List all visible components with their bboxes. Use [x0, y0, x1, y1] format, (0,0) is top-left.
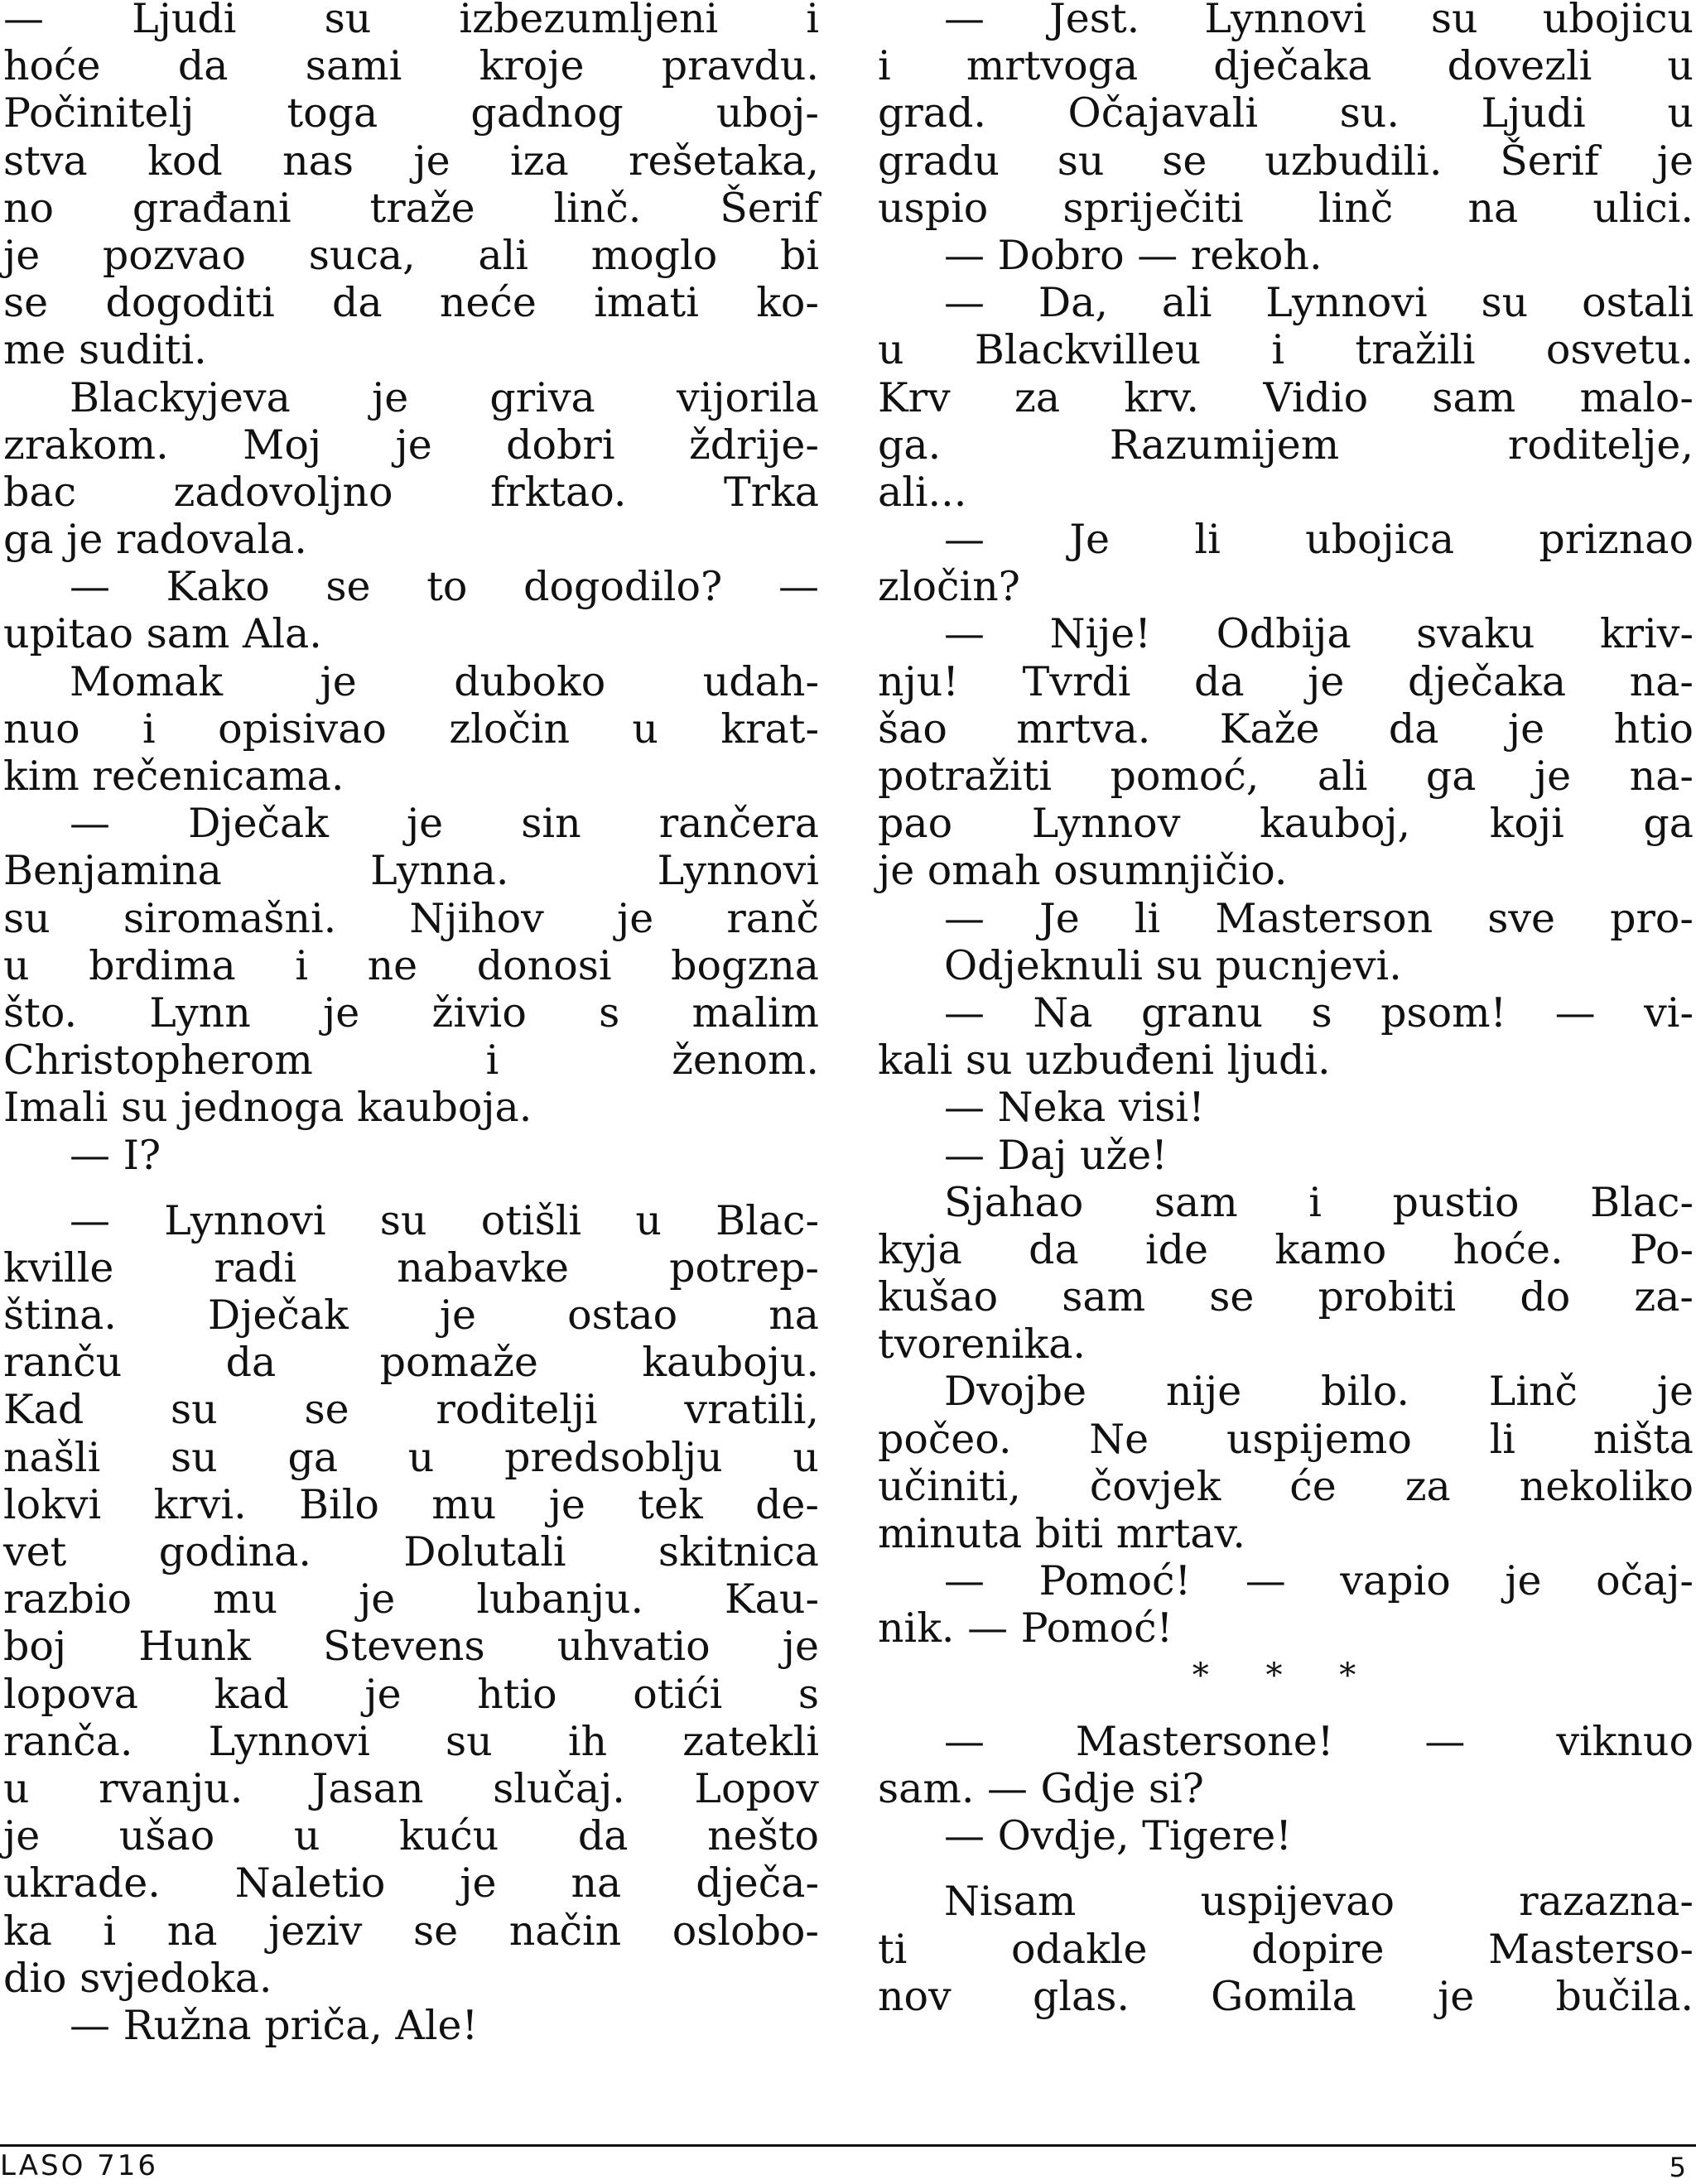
text-line: kali su uzbuđeni ljudi. — [878, 1037, 1331, 1085]
text-line: zrakom. Moj je dobri ždrije- — [3, 421, 819, 469]
text-line: nuo i opisivao zločin u krat- — [3, 705, 819, 753]
text-line: — Jest. Lynnovi su ubojicu — [944, 0, 1694, 42]
text-line: su siromašni. Njihov je ranč — [3, 894, 819, 942]
text-line: tvorenika. — [878, 1321, 1086, 1369]
text-line: sam. — Gdje si? — [878, 1764, 1204, 1812]
text-line: u Blackvilleu i tražili osvetu. — [878, 326, 1694, 374]
text-line: Kad su se roditelji vratili, — [3, 1386, 819, 1434]
text-line: ali... — [878, 468, 967, 516]
text-line: — Dječak je sin rančera — [70, 800, 819, 848]
text-line: počeo. Ne uspijemo li ništa — [878, 1415, 1694, 1463]
text-line: Imali su jednoga kauboja. — [3, 1084, 532, 1132]
text-line: potražiti pomoć, ali ga je na- — [878, 753, 1694, 800]
magazine-issue-label: LASO 716 — [0, 2149, 159, 2182]
text-line: grad. Očajavali su. Ljudi u — [878, 89, 1694, 137]
text-line: ka i na jeziv se način oslobo- — [3, 1907, 819, 1955]
page-number: 5 — [1669, 2152, 1686, 2183]
text-line: — Da, ali Lynnovi su ostali — [944, 279, 1694, 327]
text-line: Odjeknuli su pucnjevi. — [944, 941, 1402, 989]
text-line: pao Lynnov kauboj, koji ga — [878, 800, 1694, 848]
text-line: kyja da ide kamo hoće. Po- — [878, 1225, 1694, 1273]
text-line: učiniti, čovjek će za nekoliko — [878, 1462, 1694, 1510]
text-line: uspio spriječiti linč na ulici. — [878, 184, 1694, 232]
text-line: — I? — [70, 1131, 161, 1179]
paragraph-gap — [878, 1700, 1694, 1718]
text-line: Počinitelj toga gadnog uboj- — [3, 89, 819, 137]
text-line: — Nije! Odbija svaku kriv- — [944, 610, 1694, 658]
text-line: — Je li ubojica priznao — [944, 516, 1694, 564]
text-line: lokvi krvi. Bilo mu je tek de- — [3, 1480, 819, 1528]
text-line: — Mastersone! — viknuo — [944, 1717, 1694, 1765]
text-line: hoće da sami kroje pravdu. — [3, 42, 819, 90]
text-line: Dvojbe nije bilo. Linč je — [944, 1368, 1694, 1416]
text-line: Benjamina Lynna. Lynnovi — [3, 847, 819, 895]
text-line: Sjahao sam i pustio Blac- — [944, 1178, 1694, 1226]
text-line: zločin? — [878, 563, 1020, 611]
text-line: me suditi. — [3, 326, 207, 374]
text-line: Momak je duboko udah- — [70, 657, 819, 705]
text-line: nov glas. Gomila je bučila. — [878, 1972, 1694, 2020]
text-line: — Lynnovi su otišli u Blac- — [70, 1196, 819, 1244]
text-line: razbio mu je lubanju. Kau- — [3, 1575, 819, 1624]
text-line: ranča. Lynnovi su ih zatekli — [3, 1717, 819, 1765]
footer-divider — [0, 2144, 1696, 2147]
text-line: Krv za krv. Vidio sam malo- — [878, 373, 1694, 421]
text-line: Blackyjeva je griva vijorila — [70, 373, 819, 421]
text-line: — Daj uže! — [944, 1131, 1168, 1179]
text-line: upitao sam Ala. — [3, 610, 322, 658]
text-line: i mrtvoga dječaka dovezli u — [878, 42, 1694, 90]
section-break-asterisks: * * * — [1192, 1656, 1380, 1695]
text-line: — Pomoć! — vapio je očaj- — [944, 1557, 1694, 1605]
text-line: — Ovdje, Tigere! — [944, 1812, 1292, 1860]
text-line: boj Hunk Stevens uhvatio je — [3, 1623, 819, 1671]
text-line: bac zadovoljno frktao. Trka — [3, 468, 819, 516]
text-line: kville radi nabavke potrep- — [3, 1244, 819, 1292]
text-line: — Na granu s psom! — vi- — [944, 989, 1694, 1037]
text-line: nik. — Pomoć! — [878, 1604, 1173, 1652]
text-line: — Je li Masterson sve pro- — [944, 894, 1694, 942]
text-line: ga. Razumijem roditelje, — [878, 421, 1694, 469]
text-line: — Dobro — rekoh. — [944, 231, 1323, 279]
text-line: — Ljudi su izbezumljeni i — [3, 0, 819, 42]
text-line: je pozvao suca, ali moglo bi — [3, 231, 819, 279]
text-line: ština. Dječak je ostao na — [3, 1292, 819, 1340]
paragraph-gap — [3, 1179, 819, 1197]
text-line: šao mrtva. Kaže da je htio — [878, 705, 1694, 753]
text-line: ti odakle dopire Masterso- — [878, 1925, 1694, 1973]
text-line: Nisam uspijevao razazna- — [944, 1878, 1694, 1926]
text-line: vet godina. Dolutali skitnica — [3, 1528, 819, 1575]
text-line: dio svjedoka. — [3, 1954, 272, 2002]
text-line: u brdima i ne donosi bogzna — [3, 941, 819, 989]
text-line: ga je radovala. — [3, 516, 307, 564]
text-line: u rvanju. Jasan slučaj. Lopov — [3, 1764, 819, 1812]
text-line: je ušao u kuću da nešto — [3, 1812, 819, 1860]
text-line: kim rečenicama. — [3, 753, 344, 800]
paragraph-gap — [878, 1859, 1694, 1878]
text-line: minuta biti mrtav. — [878, 1510, 1246, 1557]
text-line: našli su ga u predsoblju u — [3, 1433, 819, 1481]
text-line: što. Lynn je živio s malim — [3, 989, 819, 1037]
text-line: lopova kad je htio otići s — [3, 1670, 819, 1718]
text-line: ranču da pomaže kauboju. — [3, 1339, 819, 1387]
left-text-column — [3, 0, 819, 2049]
text-line: se dogoditi da neće imati ko- — [3, 279, 819, 327]
text-line: nju! Tvrdi da je dječaka na- — [878, 657, 1694, 705]
text-line: no građani traže linč. Šerif — [3, 184, 819, 232]
text-line: Christopherom i ženom. — [3, 1037, 819, 1085]
text-line: kušao sam se probiti do za- — [878, 1273, 1694, 1321]
right-text-column — [878, 0, 1694, 2020]
text-line: stva kod nas je iza rešetaka, — [3, 137, 819, 185]
text-line: — Neka visi! — [944, 1084, 1205, 1132]
text-line: — Kako se to dogodilo? — — [70, 563, 819, 611]
text-line: je omah osumnjičio. — [878, 847, 1288, 895]
text-line: gradu su se uzbudili. Šerif je — [878, 137, 1694, 185]
text-line: ukrade. Naletio je na dječa- — [3, 1859, 819, 1907]
text-line: — Ružna priča, Ale! — [70, 2001, 479, 2049]
